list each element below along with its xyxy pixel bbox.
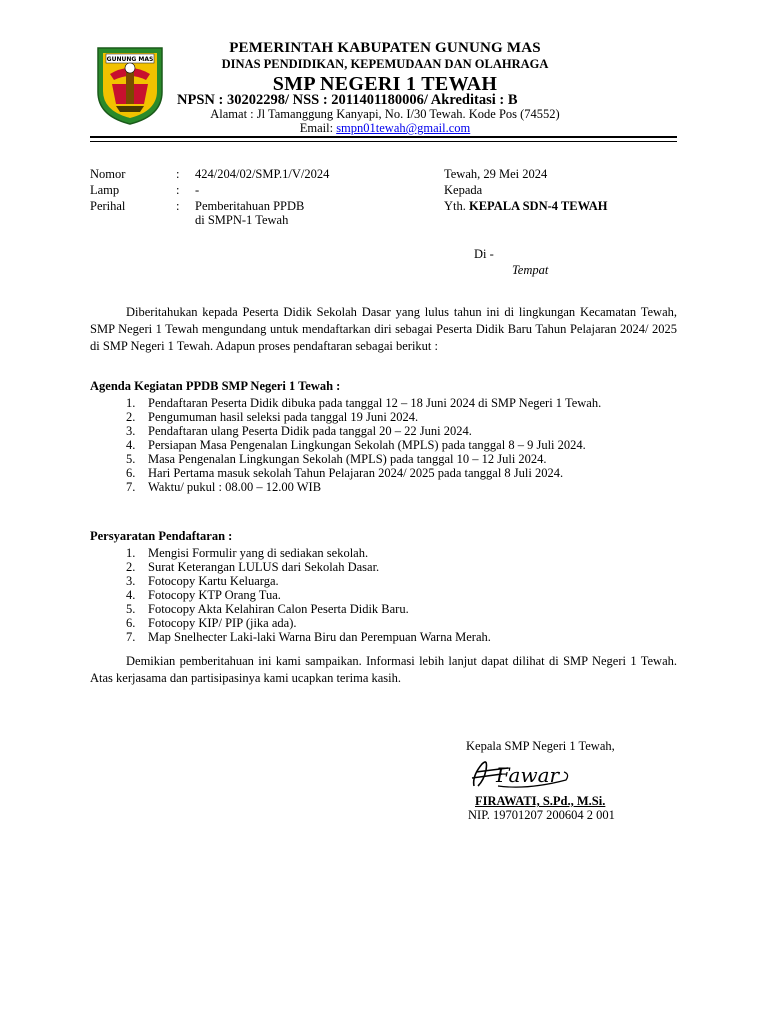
yth-label: Yth. [444, 199, 469, 213]
closing-text: Demikian pemberitahuan ini kami sampaikan. Informasi lebih lanjut dapat dilihat di SMP Negeri 1 Tewah. Atas kerjasama dan partisipasinya kami ucapkan terima kasih. [90, 654, 677, 685]
agenda-item-text: Waktu/ pukul : 08.00 – 12.00 WIB [148, 480, 322, 494]
agenda-item-text: Masa Pengenalan Lingkungan Sekolah (MPLS) pada tanggal 10 – 12 Juli 2024. [148, 452, 547, 466]
agenda-item-number: 4. [126, 438, 136, 452]
requirements-title: Persyaratan Pendaftaran : [90, 529, 233, 543]
agenda-item [120, 396, 680, 410]
email-line [170, 121, 600, 135]
nomor-label: Nomor [90, 167, 126, 181]
kepada-label: Kepada [444, 183, 483, 197]
header-rule-thin [90, 141, 677, 142]
agenda-item-number: 1. [126, 396, 136, 410]
agenda-item [120, 452, 680, 466]
requirement-item-text: Fotocopy KTP Orang Tua. [148, 588, 281, 602]
agenda-item [120, 466, 680, 480]
email-link[interactable]: smpn01tewah@gmail.com [336, 121, 471, 135]
requirement-item [120, 560, 680, 574]
email-label: Email: [299, 121, 337, 135]
agency-name: DINAS PENDIDIKAN, KEPEMUDAAN DAN OLAHRAGA [221, 57, 549, 71]
requirement-item [120, 616, 680, 630]
npsn-line: NPSN : 30202298/ NSS : 2011401180006/ Akreditasi : B [177, 92, 518, 108]
signatory-nip: NIP. 19701207 200604 2 001 [468, 808, 615, 822]
agenda-item-number: 5. [126, 452, 136, 466]
requirement-item-text: Mengisi Formulir yang di sediakan sekolah. [148, 546, 369, 560]
di-label: Di - [474, 247, 494, 261]
lamp-label: Lamp [90, 183, 120, 197]
intro-paragraph [90, 304, 677, 355]
requirement-item-number: 5. [126, 602, 136, 616]
closing-paragraph [90, 653, 677, 687]
tempat-label: Tempat [512, 263, 549, 277]
agenda-list [120, 396, 680, 494]
nomor-colon: : [176, 167, 180, 181]
place-date: Tewah, 29 Mei 2024 [444, 167, 548, 181]
agenda-title: Agenda Kegiatan PPDB SMP Negeri 1 Tewah : [90, 379, 341, 393]
perihal-value-2: di SMPN-1 Tewah [195, 213, 289, 227]
signature-text: Fawar [496, 763, 560, 787]
requirements-list [120, 546, 680, 644]
requirement-item [120, 588, 680, 602]
requirement-item-text: Map Snelhecter Laki-laki Warna Biru dan Perempuan Warna Merah. [148, 630, 491, 644]
agenda-item [120, 424, 680, 438]
header-rule-thick [90, 136, 677, 138]
agenda-item-text: Pengumuman hasil seleksi pada tanggal 19 Juni 2024. [148, 410, 419, 424]
agenda-item-number: 6. [126, 466, 136, 480]
signatory-name: FIRAWATI, S.Pd., M.Si. [475, 794, 606, 808]
requirement-item-text: Fotocopy Kartu Keluarga. [148, 574, 279, 588]
recipient-line [444, 199, 607, 214]
requirement-item-number: 7. [126, 630, 136, 644]
requirement-item-text: Fotocopy KIP/ PIP (jika ada). [148, 616, 297, 630]
requirement-item [120, 630, 680, 644]
agenda-item-text: Persiapan Masa Pengenalan Lingkungan Sekolah (MPLS) pada tanggal 8 – 9 Juli 2024. [148, 438, 586, 452]
logo-text: GUNUNG MAS [106, 56, 154, 63]
agenda-item [120, 438, 680, 452]
requirement-item-number: 4. [126, 588, 136, 602]
requirement-item-number: 1. [126, 546, 136, 560]
intro-text: Diberitahukan kepada Peserta Didik Sekolah Dasar yang lulus tahun ini di lingkungan Kecamatan Tewah, SMP Negeri 1 Tewah mengundang untuk mendaftarkan diri sebagai Peserta Didik Baru Tahun Pelajaran 2024/ 2025 di SMP Negeri 1 Tewah. Adapun proses pendaftaran sebagai berikut : [90, 305, 677, 353]
requirement-item [120, 602, 680, 616]
school-address: Alamat : Jl Tamanggung Kanyapi, No. I/30 Tewah. Kode Pos (74552) [210, 107, 560, 121]
agenda-item [120, 480, 680, 494]
lamp-colon: : [176, 183, 180, 197]
requirement-item [120, 546, 680, 560]
requirement-item [120, 574, 680, 588]
letterhead [170, 40, 600, 96]
nomor-value: 424/204/02/SMP.1/V/2024 [195, 167, 330, 181]
agenda-item [120, 410, 680, 424]
requirement-item-number: 6. [126, 616, 136, 630]
perihal-label: Perihal [90, 199, 126, 213]
agenda-item-text: Hari Pertama masuk sekolah Tahun Pelajaran 2024/ 2025 pada tanggal 8 Juli 2024. [148, 466, 564, 480]
recipient-name: KEPALA SDN-4 TEWAH [469, 199, 608, 213]
requirement-item-number: 3. [126, 574, 136, 588]
agenda-item-number: 3. [126, 424, 136, 438]
requirement-item-text: Surat Keterangan LULUS dari Sekolah Dasar. [148, 560, 380, 574]
government-name: PEMERINTAH KABUPATEN GUNUNG MAS [229, 40, 541, 56]
requirement-item-text: Fotocopy Akta Kelahiran Calon Peserta Didik Baru. [148, 602, 409, 616]
school-name: SMP NEGERI 1 TEWAH [272, 73, 498, 95]
signatory-title: Kepala SMP Negeri 1 Tewah, [466, 739, 615, 753]
perihal-colon: : [176, 199, 180, 213]
handwritten-signature-icon [468, 756, 572, 792]
agenda-item-text: Pendaftaran Peserta Didik dibuka pada tanggal 12 – 18 Juni 2024 di SMP Negeri 1 Tewah. [148, 396, 602, 410]
requirement-item-number: 2. [126, 560, 136, 574]
regency-logo-icon [92, 40, 168, 126]
agenda-item-text: Pendaftaran ulang Peserta Didik pada tanggal 20 – 22 Juni 2024. [148, 424, 472, 438]
agenda-item-number: 2. [126, 410, 136, 424]
lamp-value: - [195, 183, 200, 197]
agenda-item-number: 7. [126, 480, 136, 494]
perihal-value-1: Pemberitahuan PPDB [195, 199, 305, 213]
